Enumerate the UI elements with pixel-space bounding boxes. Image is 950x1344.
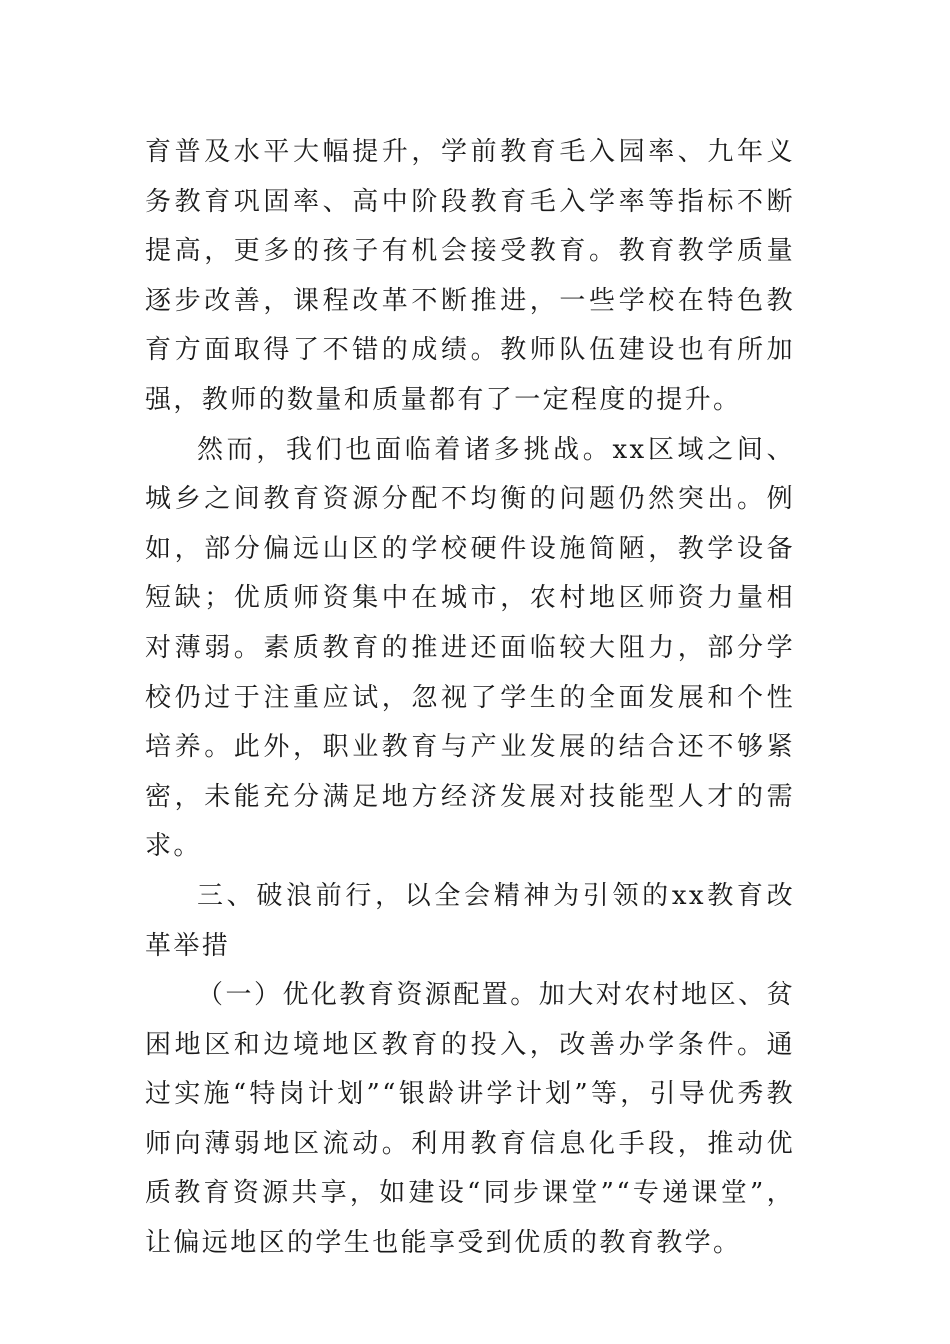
paragraph-challenges: 然而，我们也面临着诸多挑战。xx区域之间、城乡之间教育资源分配不均衡的问题仍然突出。例如，部分偏远山区的学校硬件设施简陋，教学设备短缺；优质师资集中在城市，农村地区师资力量相对薄弱。素质教育的推进还面临较大阻力，部分学校仍过于注重应试，忽视了学生的全面发展和个性培养。此外，职业教育与产业发展的结合还不够紧密，未能充分满足地方经济发展对技能型人才的需求。	[145, 434, 795, 862]
paragraph-education-progress: 育普及水平大幅提升，学前教育毛入园率、九年义务教育巩固率、高中阶段教育毛入学率等指标不断提高，更多的孩子有机会接受教育。教育教学质量逐步改善，课程改革不断推进，一些学校在特色教育方面取得了不错的成绩。教师队伍建设也有所加强，教师的数量和质量都有了一定程度的提升。	[145, 137, 795, 415]
section-heading: 三、破浪前行，以全会精神为引领的xx教育改革举措	[145, 880, 795, 961]
document-body	[145, 128, 795, 1269]
paragraph-resource-allocation: （一）优化教育资源配置。加大对农村地区、贫困地区和边境地区教育的投入，改善办学条件。通过实施“特岗计划”“银龄讲学计划”等，引导优秀教师向薄弱地区流动。利用教育信息化手段，推动优质教育资源共享，如建设“同步课堂”“专递课堂”，让偏远地区的学生也能享受到优质的教育教学。	[145, 980, 795, 1259]
